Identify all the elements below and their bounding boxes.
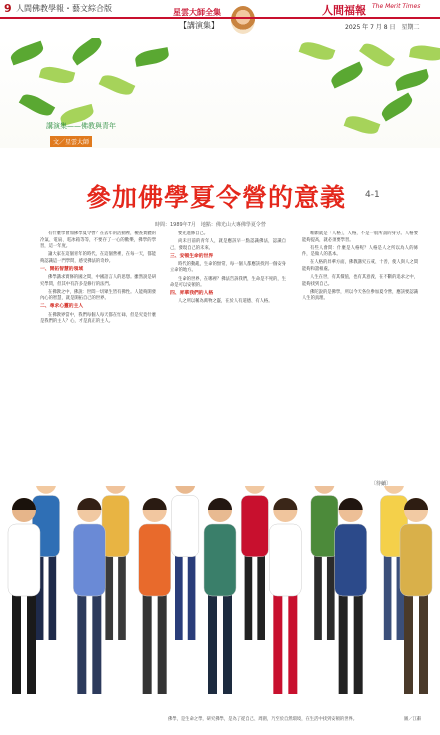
paragraph: 讓大家在這個青年的時代，在這個營裡，在每一天，都能夠認識這一門學問，感受佛法的奇妙。 — [40, 252, 156, 264]
person-head — [175, 486, 195, 494]
paragraph: 佛學講求實修的國之間，中國語言人的思想。雖然說是研究學問，但其中有許多是修行的法門。 — [40, 275, 156, 287]
paragraph: 人生在世，有其價值，也有其意義，在不斷的追求之中，能夠找到自己。 — [302, 275, 418, 287]
section-heading: 二、尋求心靈的主人 — [40, 304, 84, 310]
person-hair — [143, 498, 167, 510]
person-hair — [77, 498, 101, 510]
leaf-illustration — [0, 38, 440, 148]
column-title: 星雲大師全集 — [173, 8, 221, 17]
person-torso — [269, 524, 301, 596]
page-header — [0, 0, 440, 38]
brand-english: The Merit Times — [372, 3, 421, 10]
paragraph: 有什麼學會加佛學夏令營？在去年的活動裡，檢查實體的冷氣、電扇、電冰箱等等，不要存了一心的歡樂，佛學的學習，這一年度。 — [40, 231, 156, 250]
leaf-shape — [359, 40, 395, 71]
person-head — [384, 486, 404, 494]
article-title: 參加佛學夏令營的意義 — [86, 183, 347, 212]
person-head — [36, 486, 56, 494]
leaf-shape — [344, 113, 381, 138]
lecture-meta: 時間：1989年7月 地點：佛光山大專佛學夏令營 — [155, 222, 266, 228]
person-torso — [172, 496, 199, 557]
paragraph: 在人格的昇華方面，佛教講究五戒、十善，使人與人之間能夠和諧相處。 — [302, 260, 418, 272]
leaf-shape — [379, 92, 415, 121]
person-figure — [73, 498, 105, 694]
body-column-1 — [40, 231, 156, 501]
lecture-series-tag: 講演集——佛教與青年 — [46, 122, 116, 130]
section-heading: 一、開拓智慧的領域 — [40, 266, 84, 272]
person-torso — [139, 524, 171, 596]
article-body — [40, 231, 418, 501]
body-column-3 — [302, 231, 418, 501]
paragraph: 唯願就是「人格」，人格，不是一般所謂的身分。人格要能夠提高，就必須要學習。 — [302, 231, 418, 243]
person-torso — [241, 496, 268, 557]
person-figure — [241, 486, 268, 640]
person-figure — [400, 498, 432, 694]
person-figure — [8, 498, 40, 694]
paragraph: 要先進修自己。 — [178, 231, 209, 236]
person-torso — [204, 524, 236, 596]
crowd-illustration — [6, 486, 434, 712]
leaf-shape — [9, 41, 46, 66]
page-number: 9 — [4, 2, 12, 15]
leaf-shape — [409, 43, 440, 63]
person-hair — [273, 498, 297, 510]
person-hair — [208, 498, 232, 510]
person-figure — [139, 498, 171, 694]
brand-logo: 人間福報 — [322, 4, 366, 17]
body-column-2 — [170, 231, 286, 501]
leaf-shape — [99, 71, 136, 98]
person-hair — [339, 498, 363, 510]
article-part-number: 4-1 — [365, 190, 380, 200]
section-heading: 三、安頓生命的世界 — [170, 253, 214, 259]
master-portrait — [231, 6, 255, 34]
leaf-shape — [329, 61, 366, 88]
author-label: 文／星雲大師 — [50, 136, 92, 147]
illustration-caption: 佛學，是生命之學，研究佛學，是為了從自己、周圍，乃至於自然環境，在生活中找到安頓的世界。 — [168, 717, 358, 722]
person-hair — [12, 498, 36, 510]
person-figure — [204, 498, 236, 694]
leaf-shape — [39, 64, 75, 86]
paragraph: 在佛教界當中，我們每個人每天都在忙碌，但是究竟什麼是我們的主人？心，才是真正的主人。 — [40, 312, 156, 325]
illustration-credit: 圖／江辭 — [404, 717, 422, 722]
person-torso — [102, 496, 129, 557]
paragraph: 尚未目前的青年人，就是應該早一點認識佛法，認識自己，發現自己的未來。 — [170, 239, 286, 251]
column-subtitle: 【講演集】 — [179, 21, 219, 30]
person-figure — [335, 498, 367, 694]
leaf-shape — [394, 69, 430, 91]
person-torso — [73, 524, 105, 596]
person-figure — [172, 486, 199, 640]
paragraph: 有些人會問：什麼是人格呢？人格是人之所以為人的條件，是做人的基本。 — [302, 245, 418, 258]
section-heading: 四、昇華我們的人格 — [170, 291, 214, 297]
person-hair — [404, 498, 428, 510]
paragraph: 時代的動亂，生命的無常，每一個人都應該找到一個安身立命的地方。 — [170, 261, 286, 274]
person-torso — [8, 524, 40, 596]
paragraph: 佛陀說的是佛學，所以今天各位參加夏令營，應該要認識人生的真理。 — [302, 289, 418, 302]
continued-mark: 〔待續〕 — [371, 481, 392, 487]
paragraph: 生命的世界，在哪裡？佛法告訴我們，生命是不死的，生命是可以安頓的。 — [170, 276, 286, 289]
person-head — [245, 486, 265, 494]
person-figure — [269, 498, 301, 694]
person-torso — [335, 524, 367, 596]
person-figure — [102, 486, 129, 640]
header-divider — [0, 17, 440, 19]
paragraph: 人之所以稱為萬物之靈，在於人有道德、有人格。 — [178, 299, 273, 305]
person-figure — [311, 486, 338, 640]
person-head — [314, 486, 334, 494]
leaf-shape — [134, 47, 170, 67]
person-torso — [400, 524, 432, 596]
issue-date: 2025 年 7 月 8 日 星期二 — [345, 24, 420, 31]
leaf-shape — [19, 90, 55, 119]
person-torso — [311, 496, 338, 557]
person-head — [105, 486, 125, 494]
paragraph: 在佛教之中，佛說：世間一切眾生皆有佛性。人能夠開發內心的智慧，就是開拓自己的世界。 — [40, 289, 156, 302]
section-title: 人間佛教學報・藝文綜合版 — [16, 4, 112, 13]
column-banner — [165, 5, 265, 35]
leaf-shape — [299, 39, 336, 64]
leaf-shape — [69, 38, 105, 65]
